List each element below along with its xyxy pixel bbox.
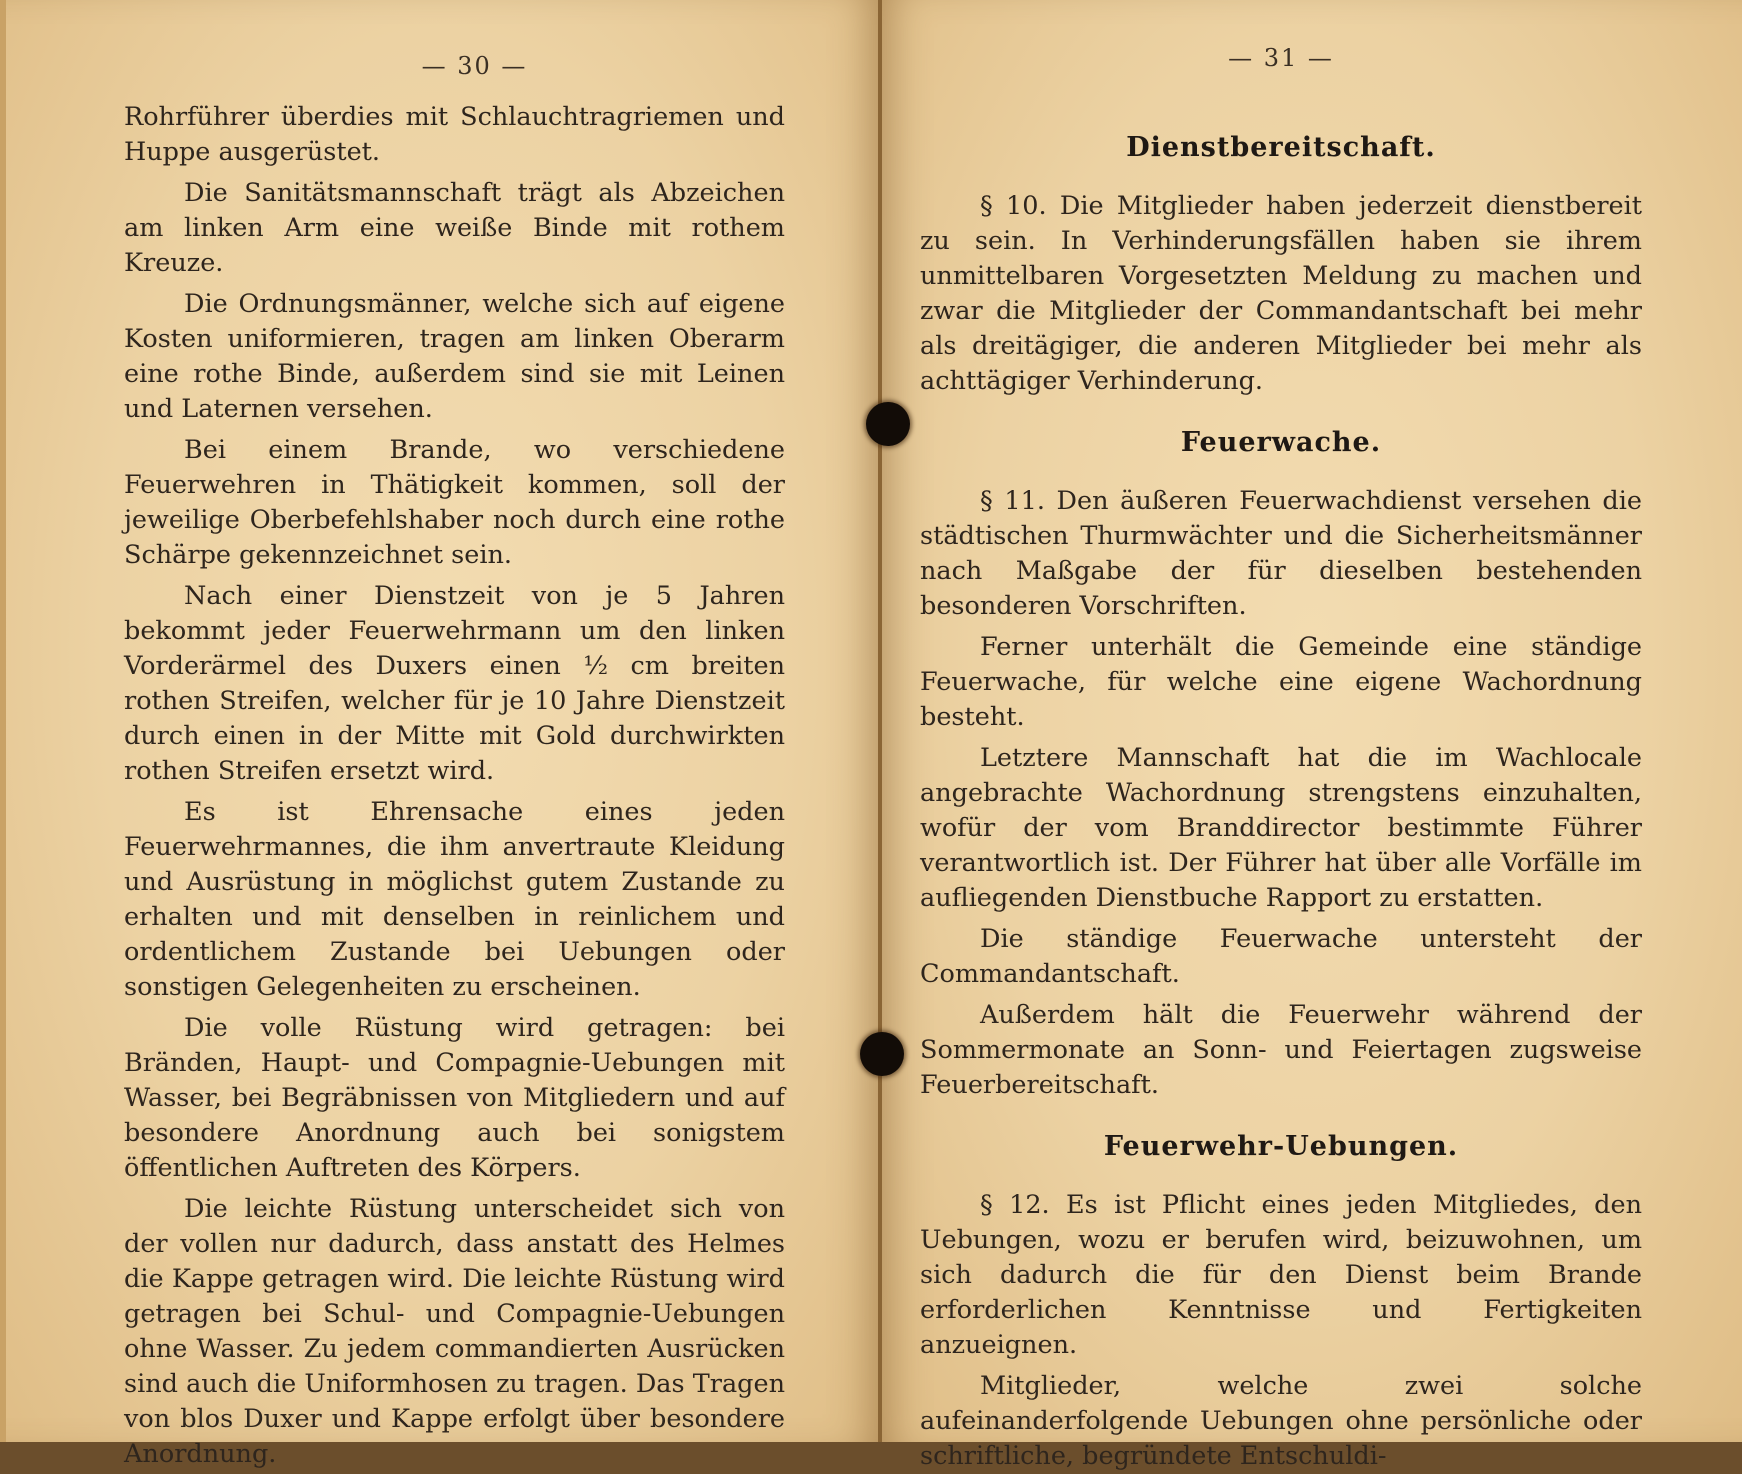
book-gutter bbox=[878, 0, 882, 1442]
section-heading: Dienstbereitschaft. bbox=[1126, 132, 1436, 163]
page-number: — 30 — bbox=[421, 52, 528, 80]
section-heading: Feuerwache. bbox=[1180, 427, 1382, 458]
binding-hole bbox=[860, 1032, 904, 1076]
binding-hole bbox=[866, 402, 910, 446]
section-heading: Feuerwehr-Uebungen. bbox=[1103, 1131, 1459, 1162]
paragraph: Die volle Rüstung wird getragen: bei Bränden, Haupt- und Compagnie-Uebungen mit Wasser, bei Begräbnissen von Mitgliedern und auf besondere Anordnung auch bei sonigstem öffentlichen Auftreten des Körpers. bbox=[124, 1013, 785, 1183]
paragraph: Rohrführer überdies mit Schlauchtragriemen und Huppe ausgerüstet. bbox=[124, 102, 785, 167]
paragraph: Die leichte Rüstung unterscheidet sich von der vollen nur dadurch, dass anstatt des Helmes die Kappe getragen wird. Die leichte Rüstung wird getragen bei Schul- und Compagnie-Uebungen ohne Wasser. Zu jedem commandierten Ausrücken sind auch die Uniformhosen zu tragen. Das Tragen von blos Duxer und Kappe erfolgt über besondere Anordnung. bbox=[124, 1194, 785, 1469]
paragraph: Letztere Mannschaft hat die im Wachlocale angebrachte Wachordnung strengstens einzuhalten, wofür der vom Branddirector bestimmte Führer verantwortlich ist. Der Führer hat über alle Vorfälle im aufliegenden Dienstbuche Rapport zu erstatten. bbox=[920, 743, 1642, 913]
paragraph: Die ständige Feuerwache untersteht der Commandantschaft. bbox=[920, 924, 1642, 989]
right-page bbox=[880, 0, 1742, 1471]
paragraph: Nach einer Dienstzeit von je 5 Jahren bekommt jeder Feuerwehrmann um den linken Vorderärmel des Duxers einen ½ cm breiten rothen Streifen, welcher für je 10 Jahre Dienstzeit durch einen in der Mitte mit Gold durchwirkten rothen Streifen ersetzt wird. bbox=[124, 581, 785, 786]
paragraph: Die Ordnungsmänner, welche sich auf eigene Kosten uniformieren, tragen am linken Oberarm eine rothe Binde, außerdem sind sie mit Leinen und Laternen versehen. bbox=[124, 289, 785, 424]
paragraph: Ferner unterhält die Gemeinde eine ständige Feuerwache, für welche eine eigene Wachordnung besteht. bbox=[920, 632, 1642, 732]
paragraph: Bei einem Brande, wo verschiedene Feuerwehren in Thätigkeit kommen, soll der jeweilige Oberbefehlshaber noch durch eine rothe Schärpe gekennzeichnet sein. bbox=[124, 435, 785, 570]
page-number: — 31 — bbox=[1228, 44, 1334, 72]
paragraph: Mitglieder, welche zwei solche aufeinanderfolgende Uebungen ohne persönliche oder schriftliche, begründete Entschuldi- bbox=[920, 1371, 1642, 1471]
paragraph: § 10. Die Mitglieder haben jederzeit dienstbereit zu sein. In Verhinderungsfällen haben sie ihrem unmittelbaren Vorgesetzten Meldung zu machen und zwar die Mitglieder der Commandantschaft bei mehr als dreitägiger, die anderen Mitglieder bei mehr als achttägiger Verhinderung. bbox=[920, 191, 1642, 396]
paragraph: § 12. Es ist Pflicht eines jeden Mitgliedes, den Uebungen, wozu er berufen wird, beizuwohnen, um sich dadurch die für den Dienst beim Brande erforderlichen Kenntnisse und Fertigkeiten anzueignen. bbox=[920, 1190, 1642, 1360]
paragraph: Die Sanitätsmannschaft trägt als Abzeichen am linken Arm eine weiße Binde mit rothem Kreuze. bbox=[124, 178, 785, 278]
paragraph: Außerdem hält die Feuerwehr während der Sommermonate an Sonn- und Feiertagen zugsweise Feuerbereitschaft. bbox=[920, 1000, 1642, 1100]
paragraph: § 11. Den äußeren Feuerwachdienst versehen die städtischen Thurmwächter und die Sicherheitsmänner nach Maßgabe der für dieselben bestehenden besonderen Vorschriften. bbox=[920, 486, 1642, 621]
paragraph: Es ist Ehrensache eines jeden Feuerwehrmannes, die ihm anvertraute Kleidung und Ausrüstung in möglichst gutem Zustande zu erhalten und mit denselben in reinlichem und ordentlichem Zustande bei Uebungen oder sonstigen Gelegenheiten zu erscheinen. bbox=[124, 797, 785, 1002]
